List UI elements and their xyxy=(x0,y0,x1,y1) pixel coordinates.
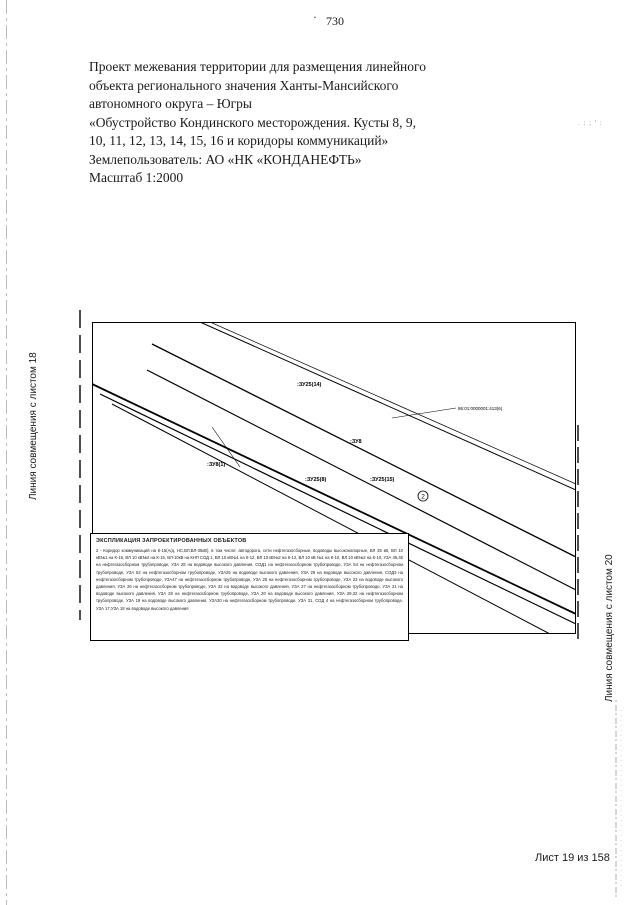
legend-title: ЭКСПЛИКАЦИЯ ЗАПРОЕКТИРОВАННЫХ ОБЪЕКТОВ xyxy=(96,538,247,544)
land-user-line: Землепользователь: АО «НК «КОНДАНЕФТЬ» xyxy=(89,151,362,167)
document-header xyxy=(89,58,426,188)
parcel-label: :ЗУ25(15) xyxy=(370,477,395,483)
header-line: 10, 11, 12, 13, 14, 15, 16 и коридоры коммуникаций» xyxy=(89,133,389,148)
header-line: «Обустройство Кондинского месторождения. Кусты 8, 9, xyxy=(89,114,417,130)
scan-edge-left xyxy=(6,0,7,905)
legend-box xyxy=(90,533,409,641)
scan-edge-right xyxy=(596,700,626,900)
parcel-label: :ЗУ8(1) xyxy=(207,462,226,468)
cadastral-number-label: 86:01:0000001:413(6) xyxy=(458,406,503,411)
faint-stamp: . : ; ' : xyxy=(578,119,603,127)
legend-text: 2 - Коридор коммуникаций на К-15(А/д, НС,ВЛ,ВЛ-35кВ), в том числе: автодорога, сети нефтегазосборные, водоводы высоконапорные, ВЛ 35 кВ, ВЛ 10 кВ№1 на К-15, ВЛ 10 кВ№2 на К-15, ВЛ-10кВ на КНП СОД 1, ВЛ 10 кВ№1 на К-12, ВЛ 10 кВ№2 на К-12, ВЛ 10 кВ №1 на К-10, ВЛ 10 кВ№2 на К-10, УЗА 45,46 на нефтегазосборном трубопроводе, УЗА 28 на водоводе высокого давления, СОД1 на нефтегазосборном трубопроводе, УЗА 54 на нефтегазосборном трубопроводе, УЗА 52 на нефтегазосборном трубопроводе, УЗА25 на водоводе высокого давления, УЗА 29 на водоводе высокого давления, СОД3 на нефтегазосборном трубопроводе, УЗА47 на нефтегазосборном трубопроводе, УЗА 25 на нефтегазосборном трубопроводе, УЗА 23 на водоводе высокого давления, УЗА 26 на нефтегазосборном трубопроводе, УЗА 32 на водоводе высокого давления, УЗА 27 на нефтегазосборном трубопроводе, УЗА 21 на водоводе высокого давления, УЗА 28 на нефтегазосборном трубопроводе, УЗА 20 на водоводе высокого давления, УЗА 29,32 на нефтегазосборном трубопроводе, УЗА 19 на водоводе высокого давления, УЗА30 на нефтегазосборном трубопроводе, УЗА 31, СОД 4 на нефтегазосборном трубопроводе, УЗА 17,УЗА 18 на водоводе высокого давления xyxy=(96,548,403,611)
page-dot: · xyxy=(313,10,317,24)
header-line: объекта регионального значения Ханты-Мансийского xyxy=(89,77,399,93)
match-line-label-left: Линия совмещения с листом 18 xyxy=(28,352,39,500)
scale-line: Масштаб 1:2000 xyxy=(89,170,184,185)
object-number-label: 2 xyxy=(421,493,425,501)
page-number: 730 xyxy=(326,14,344,28)
parcel-label: :ЗУ25(8) xyxy=(305,477,327,483)
parcel-label: :ЗУ25(14) xyxy=(297,382,322,388)
header-line: Проект межевания территории для размещения линейного xyxy=(89,59,426,74)
header-line: автономного округа – Югры xyxy=(89,96,252,111)
match-line-label-right: Линия совмещения с листом 20 xyxy=(604,554,615,702)
parcel-label: :ЗУ8 xyxy=(350,439,362,445)
sheet-number: Лист 19 из 158 xyxy=(535,852,610,864)
